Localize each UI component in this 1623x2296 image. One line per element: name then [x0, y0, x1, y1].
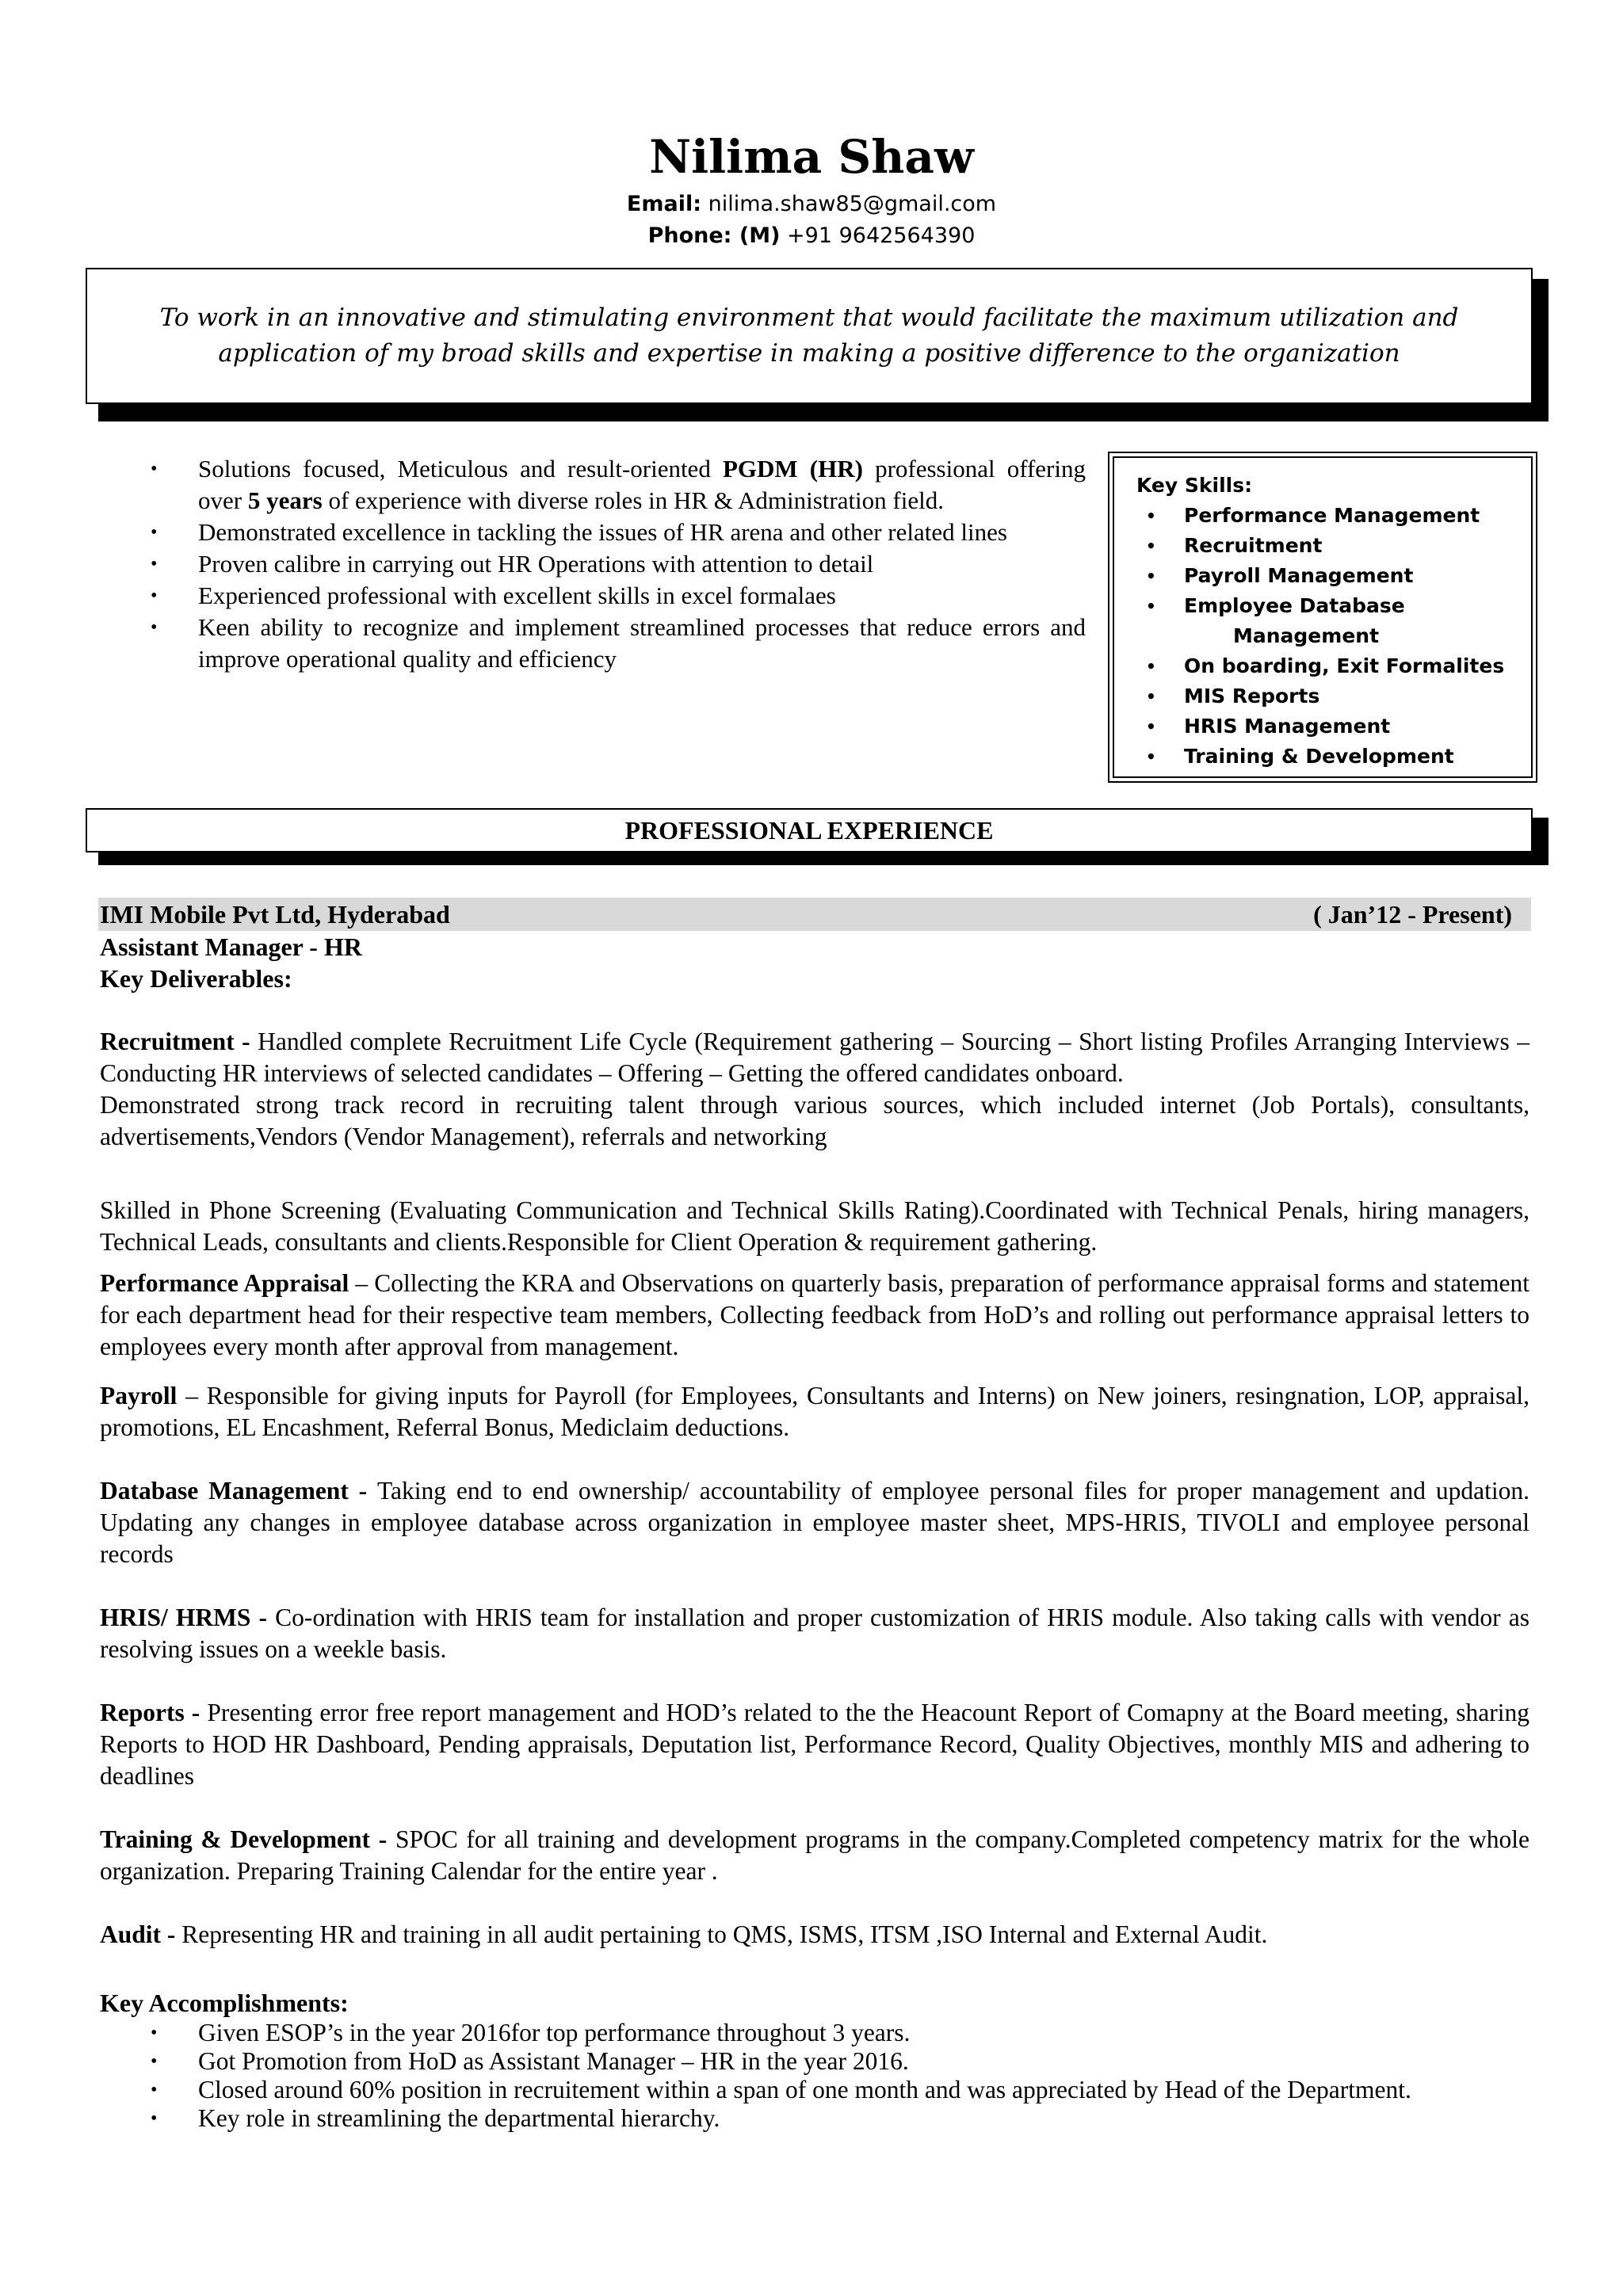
email-address: nilima.shaw85@gmail.com	[708, 192, 997, 216]
deliverable-audit: Audit - Representing HR and training in all audit pertaining to QMS, ISMS, ITSM ,ISO Internal and External Audit.	[100, 1920, 1268, 1948]
summary-item: • Experienced professional with excellent skills in excel formalaes	[146, 580, 1086, 612]
objective-text: To work in an innovative and stimulating environment that would facilitate the maximum utilization and application of my broad skills and expertise in making a positive difference to the organization	[159, 303, 1459, 368]
key-skills-box	[1108, 452, 1537, 783]
deliverable-reports: Reports - Presenting error free report management and HOD’s related to the the Heacount Report of Comapny at the Board meeting, sharing Reports to HOD HR Dashboard, Pending appraisals, Deputation list, Performance Record, Quality Objectives, monthly MIS and adhering to deadlines	[100, 1699, 1530, 1790]
email-label: Email:	[626, 192, 702, 216]
phone-label: Phone: (M)	[647, 223, 781, 248]
phone-number: +91 9642564390	[787, 223, 976, 248]
skill-item: • Employee Database Management	[1136, 591, 1523, 651]
bullet-icon: •	[1146, 597, 1156, 616]
bullet-icon: •	[151, 617, 158, 638]
job-header-bar	[98, 898, 1531, 931]
bullet-icon: •	[1146, 506, 1156, 525]
summary-item: • Keen ability to recognize and implement streamlined processes that reduce errors and improve operational quality and efficiency	[151, 613, 1086, 673]
accomplishment-item: • Given ESOP’s in the year 2016for top performance throughout 3 years.	[151, 2019, 911, 2046]
bullet-icon: •	[151, 554, 158, 574]
bullet-icon: •	[151, 2023, 158, 2043]
skill-item: • On boarding, Exit Formalites	[1136, 651, 1523, 681]
key-accomplishments-title: Key Accomplishments:	[100, 1989, 349, 2017]
summary-item: • Demonstrated excellence in tackling the issues of HR arena and other related lines	[146, 517, 1086, 548]
bullet-icon: •	[151, 2080, 158, 2100]
phone-line	[0, 222, 1623, 250]
key-accomplishments-list	[146, 2019, 1541, 2133]
bullet-icon: •	[151, 2108, 158, 2129]
bullet-icon: •	[1146, 536, 1156, 555]
key-skills-title: Key Skills:	[1136, 474, 1253, 497]
bullet-icon: •	[1146, 717, 1156, 736]
skill-item: • Payroll Management	[1136, 561, 1523, 591]
skill-item: • MIS Reports	[1136, 681, 1523, 711]
accomplishment-item: • Got Promotion from HoD as Assistant Manager – HR in the year 2016.	[151, 2047, 909, 2075]
deliverable-database-management: Database Management - Taking end to end ownership/ accountability of employee personal files for proper management and updation. Updating any changes in employee database across organization in employee master sheet, MPS-HRIS, TIVOLI and employee personal records	[100, 1477, 1529, 1568]
skill-item: • Performance Management	[1136, 501, 1523, 531]
candidate-name: Nilima Shaw	[649, 130, 974, 184]
skill-item: • Recruitment	[1136, 531, 1523, 561]
job-company: IMI Mobile Pvt Ltd, Hyderabad	[100, 900, 450, 929]
objective-box	[86, 268, 1533, 404]
bullet-icon: •	[1146, 566, 1156, 585]
summary-item: • Solutions focused, Meticulous and result-oriented PGDM (HR) professional offering over 5 years of experience with diverse roles in HR & Administration field.	[151, 455, 1086, 514]
deliverable-hris: HRIS/ HRMS - Co-ordination with HRIS team for installation and proper customization of HRIS module. Also taking calls with vendor as resolving issues on a weekle basis.	[100, 1604, 1529, 1663]
email-line	[0, 190, 1623, 219]
deliverable-recruitment: Recruitment - Handled complete Recruitment Life Cycle (Requirement gathering – Sourcing – Short listing Profiles Arranging Interviews – Conducting HR interviews of selected candidates – Offering – Getting the offered candidates onboard. Demonstrated strong track record in recruiting talent through various sources, which included internet (Job Portals), consultants, advertisements,Vendors (Vendor Management), referrals and networking	[100, 1028, 1529, 1150]
profile-summary	[146, 453, 1086, 675]
job-dates: ( Jan’12 - Present)	[1313, 900, 1512, 929]
bullet-icon: •	[1146, 657, 1156, 676]
bullet-icon: •	[1146, 747, 1156, 766]
bullet-icon: •	[151, 522, 158, 543]
skill-item: • HRIS Management	[1136, 711, 1523, 742]
accomplishment-item: • Key role in streamlining the departmental hierarchy.	[151, 2104, 720, 2132]
deliverable-payroll: Payroll – Responsible for giving inputs for Payroll (for Employees, Consultants and Interns) on New joiners, resingnation, LOP, appraisal, promotions, EL Encashment, Referral Bonus, Mediclaim deductions.	[100, 1382, 1529, 1441]
key-skills-inner	[1113, 456, 1533, 778]
bullet-icon: •	[151, 459, 158, 479]
deliverable-screening: Skilled in Phone Screening (Evaluating Communication and Technical Skills Rating).Coordinated with Technical Penals, hiring managers, Technical Leads, consultants and clients.Responsible for Client Operation & requirement gathering.	[100, 1196, 1529, 1256]
deliverable-training: Training & Development - SPOC for all training and development programs in the company.Completed competency matrix for the whole organization. Preparing Training Calendar for the entire year .	[100, 1825, 1529, 1885]
skill-item: • Training & Development	[1136, 742, 1523, 772]
accomplishment-item: • Closed around 60% position in recruitement within a span of one month and was appreciated by Head of the Department.	[151, 2076, 1411, 2103]
bullet-icon: •	[151, 585, 158, 606]
section-header-professional-experience: PROFESSIONAL EXPERIENCE	[86, 808, 1533, 852]
key-skills-list	[1136, 501, 1523, 772]
bullet-icon: •	[1146, 687, 1156, 706]
job-title: Assistant Manager - HR	[100, 933, 362, 961]
bullet-icon: •	[151, 2051, 158, 2072]
deliverable-performance-appraisal: Performance Appraisal – Collecting the KRA and Observations on quarterly basis, preparation of performance appraisal forms and statement for each department head for their respective team members, Collecting feedback from HoD’s and rolling out performance appraisal letters to employees every month after approval from management.	[100, 1269, 1530, 1360]
key-deliverables-label: Key Deliverables:	[100, 964, 292, 993]
summary-item: • Proven calibre in carrying out HR Operations with attention to detail	[146, 548, 1086, 580]
